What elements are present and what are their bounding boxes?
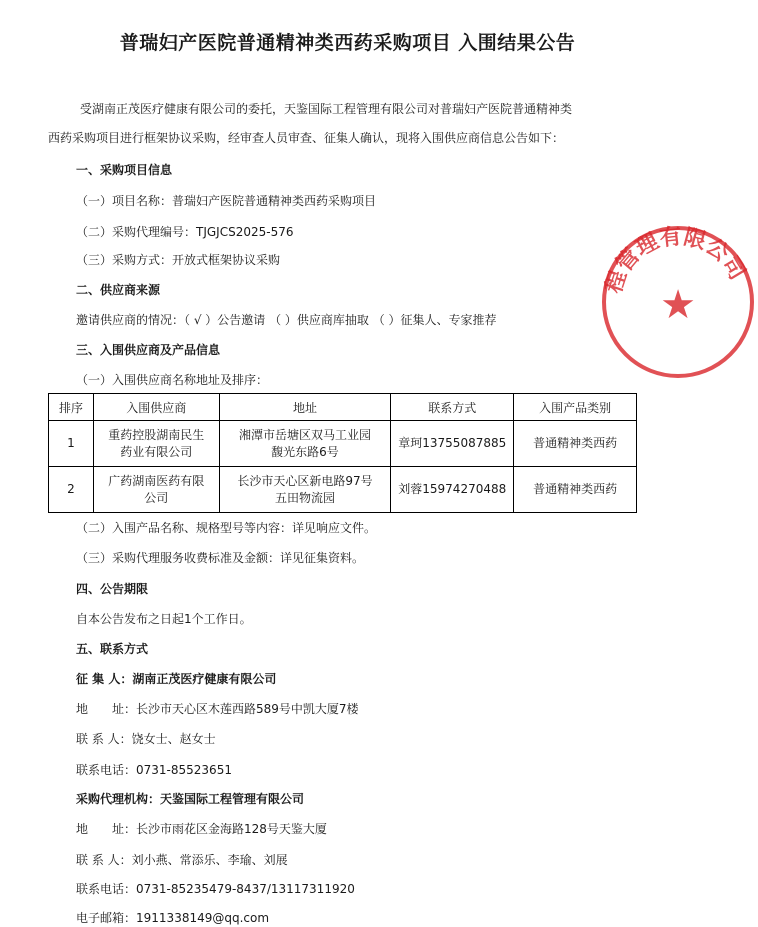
contact-cell: 章珂13755087885 — [391, 421, 514, 467]
col-header-category: 入围产品类别 — [514, 394, 637, 421]
page-title: 普瑞妇产医院普通精神类西药采购项目 入围结果公告 — [119, 32, 576, 54]
col-header-address: 地址 — [219, 394, 391, 421]
agency-phone-row — [76, 880, 355, 897]
svg-text:程管理有限公司 — [600, 223, 749, 296]
section-5-heading: 五、联系方式 — [76, 642, 149, 656]
agency-code: （二）采购代理编号：TJGJCS2025-576 — [76, 225, 294, 239]
collector-label: 征 集 人： — [76, 672, 133, 686]
agency-address-label: 地 址： — [76, 822, 137, 836]
collector-address-row — [76, 700, 359, 717]
supplier-list-caption: （一）入围供应商名称地址及排序： — [76, 373, 269, 387]
collector-contact-label: 联 系 人： — [76, 732, 132, 746]
rank-cell: 1 — [49, 421, 94, 467]
supplier-source: 邀请供应商的情况：（ √ ）公告邀请 （ ）供应商库抽取 （ ）征集人、专家推荐 — [76, 313, 497, 327]
supplier-table — [48, 393, 637, 513]
section-1-heading: 一、采购项目信息 — [76, 163, 173, 177]
collector-contact: 饶女士、赵女士 — [131, 732, 216, 746]
agency-email: 1911338149@qq.com — [136, 911, 270, 925]
agency-email-row — [76, 909, 269, 926]
agency-address: 长沙市雨花区金海路128号天鉴大厦 — [136, 822, 327, 836]
agency-address-row — [76, 820, 327, 837]
supplier-cell — [93, 421, 219, 467]
col-header-supplier: 入围供应商 — [93, 394, 219, 421]
col-header-contact: 联系方式 — [391, 394, 514, 421]
seal-text: 程管理有限公司 — [601, 224, 750, 297]
agency-phone-label: 联系电话： — [76, 882, 137, 896]
address-line: 湘潭市岳塘区双马工业园 — [238, 427, 371, 442]
contact-cell: 刘蓉15974270488 — [391, 467, 514, 513]
address-cell — [219, 421, 391, 467]
collector-row — [76, 670, 276, 687]
section-3-heading: 三、入围供应商及产品信息 — [76, 343, 221, 357]
agency-row — [76, 790, 304, 807]
supplier-name-line: 重药控股湖南民生 — [108, 427, 205, 442]
supplier-name-line: 药业有限公司 — [120, 444, 193, 459]
collector-phone-row — [76, 761, 232, 778]
table-row — [49, 467, 637, 513]
supplier-name-line: 广药湖南医药有限 — [108, 473, 205, 488]
official-seal — [598, 222, 758, 382]
rank-cell: 2 — [49, 467, 94, 513]
agency-label: 采购代理机构： — [76, 792, 161, 806]
fee-note: （三）采购代理服务收费标准及金额：详见征集资料。 — [76, 551, 365, 565]
agency-contact-label: 联 系 人： — [76, 853, 132, 867]
agency-name: 天鉴国际工程管理有限公司 — [160, 792, 305, 806]
agency-phone: 0731-85235479-8437/13117311920 — [136, 882, 355, 896]
table-header-row — [49, 394, 637, 421]
procurement-method: （三）采购方式：开放式框架协议采购 — [76, 253, 281, 267]
notice-period: 自本公告发布之日起1个工作日。 — [76, 612, 252, 626]
collector-phone-label: 联系电话： — [76, 763, 137, 777]
agency-email-label: 电子邮箱： — [76, 911, 137, 925]
collector-name: 湖南正茂医疗健康有限公司 — [132, 672, 277, 686]
supplier-cell — [93, 467, 219, 513]
table-row — [49, 421, 637, 467]
svg-text:★: ★ — [660, 282, 696, 328]
category-cell: 普通精神类西药 — [514, 467, 637, 513]
col-header-rank: 排序 — [49, 394, 94, 421]
project-name: （一）项目名称：普瑞妇产医院普通精神类西药采购项目 — [76, 194, 377, 208]
category-cell: 普通精神类西药 — [514, 421, 637, 467]
address-line: 长沙市天心区新电路97号 — [237, 473, 373, 488]
intro-line-1: 受湖南正茂医疗健康有限公司的委托，天鉴国际工程管理有限公司对普瑞妇产医院普通精神类 — [80, 102, 573, 116]
address-line: 馥光东路6号 — [271, 444, 339, 459]
address-cell — [219, 467, 391, 513]
section-4-heading: 四、公告期限 — [76, 582, 149, 596]
agency-contact: 刘小燕、常添乐、李瑜、刘展 — [131, 853, 288, 867]
collector-address-label: 地 址： — [76, 702, 137, 716]
intro-line-2: 西药采购项目进行框架协议采购，经审查人员审查、征集人确认，现将入围供应商信息公告如下： — [48, 131, 565, 145]
agency-contact-row — [76, 851, 288, 868]
collector-address: 长沙市天心区木莲西路589号中凯大厦7楼 — [136, 702, 359, 716]
collector-contact-row — [76, 730, 216, 747]
collector-phone: 0731-85523651 — [136, 763, 232, 777]
product-details-note: （二）入围产品名称、规格型号等内容：详见响应文件。 — [76, 521, 377, 535]
supplier-name-line: 公司 — [144, 490, 169, 505]
section-2-heading: 二、供应商来源 — [76, 283, 161, 297]
address-line: 五田物流园 — [274, 490, 335, 505]
